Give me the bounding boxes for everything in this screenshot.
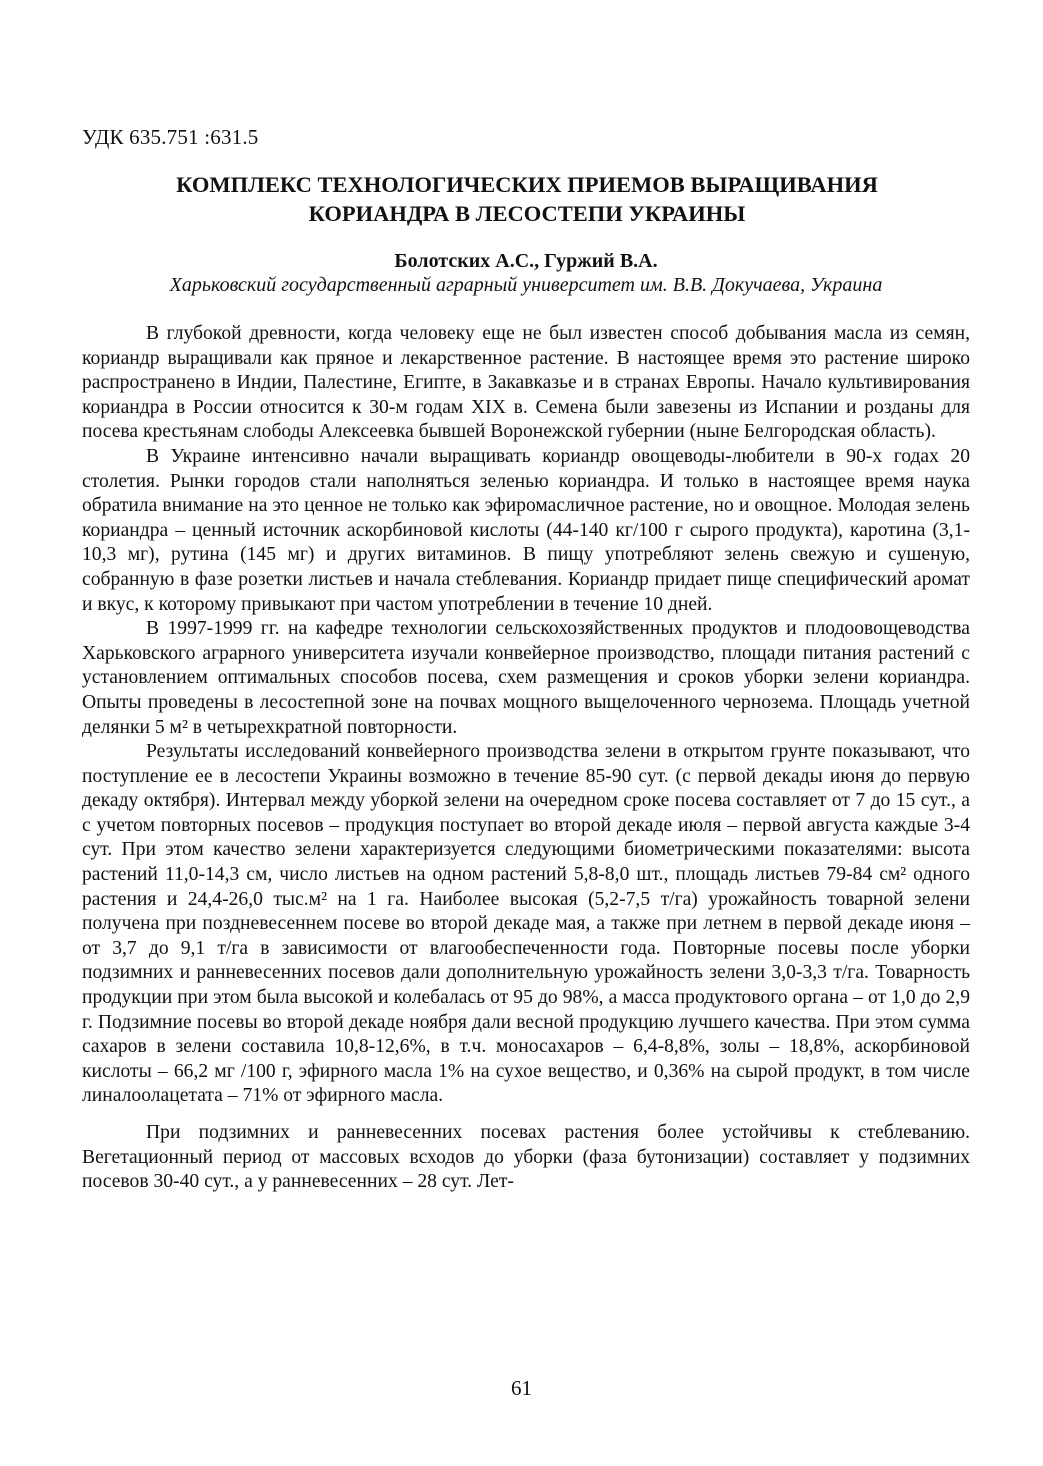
paragraph: При подзимних и ранневесенних посевах растения более устойчивы к стеблеванию. Вегетационный период от массовых всходов до уборки (фаза бутонизации) составляет у подзимних посевов 30-40 сут., а у ранневесенних – 28 сут. Лет- — [82, 1122, 970, 1193]
article-title — [82, 170, 972, 228]
title-line-1: КОМПЛЕКС ТЕХНОЛОГИЧЕСКИХ ПРИЕМОВ ВЫРАЩИВАНИЯ — [176, 172, 878, 197]
affiliation: Харьковский государственный аграрный университет им. В.В. Докучаева, Украина — [169, 274, 883, 296]
paragraph: В глубокой древности, когда человеку еще не был известен способ добывания масла из семян, кориандр выращивали как пряное и лекарственное растение. В настоящее время это растение широко распространено в Индии, Палестине, Египте, в Закавказье и в странах Европы. Начало культивирования кориандра в России относится к 30-м годам XIX в. Семена были завезены из Испании и розданы для посева крестьянам слободы Алексеевка бывшей Воронежской губернии (ныне Белгородская область). — [82, 323, 970, 443]
title-line-2: КОРИАНДРА В ЛЕСОСТЕПИ УКРАИНЫ — [308, 201, 746, 226]
article-body — [82, 322, 970, 1195]
paragraph: В 1997-1999 гг. на кафедре технологии сельскохозяйственных продуктов и плодоовощеводства Харьковского аграрного университета изучали конвейерное производство, площади питания растений с установлением оптимальных способов посева, схем размещения и сроков уборки зелени кориандра. Опыты проведены в лесостепной зоне на почвах мощного выщелоченного чернозема. Площадь учетной делянки 5 м² в четырехкратной повторности. — [82, 618, 970, 738]
paragraph: В Украине интенсивно начали выращивать кориандр овощеводы-любители в 90-х годах 20 столетия. Рынки городов стали наполняться зеленью кориандра. И только в настоящее время наука обратила внимание на это ценное не только как эфиромасличное растение, но и овощное. Молодая зелень кориандра – ценный источник аскорбиновой кислоты (44-140 кг/100 г сырого продукта), каротина (3,1-10,3 мг), рутина (145 мг) и других витаминов. В пищу употребляют зелень свежую и сушеную, собранную в фазе розетки листьев и начала стеблевания. Кориандр придает пище специфический аромат и вкус, к которому привыкают при частом употреблении в течение 10 дней. — [82, 445, 970, 615]
authors: Болотских А.С., Гуржий В.А. — [394, 250, 658, 272]
paragraph: Результаты исследований конвейерного производства зелени в открытом грунте показывают, что поступление ее в лесостепи Украины возможно в течение 85-90 сут. (с первой декады июня до первую декаду октября). Интервал между уборкой зелени на очередном сроке посева составляет от 7 до 15 сут., а с учетом повторных посевов – продукция поступает во второй декаде июля – первой августа каждые 3-4 сут. При этом качество зелени характеризуется следующими биометрическими показателями: высота растений 11,0-14,3 см, число листьев на одном растений 5,8-8,0 шт., площадь листьев 79-84 см² одного растения и 24,4-26,0 тыс.м² на 1 га. Наиболее высокая (5,2-7,5 т/га) урожайность товарной зелени получена при поздневесеннем посеве во второй декаде мая, а также при летнем в первой декаде июня – от 3,7 до 9,1 т/га в зависимости от влагообеспеченности года. Повторные посевы после уборки подзимних и ранневесенних посевов дали дополнительную урожайность зелени 3,0-3,3 т/га. Товарность продукции при этом была высокой и колебалась от 95 до 98%, а масса продуктового органа – от 1,0 до 2,9 г. Подзимние посевы во второй декаде ноября дали весной продукцию лучшего качества. При этом сумма сахаров в зелени составила 10,8-12,6%, в т.ч. моносахаров – 6,4-8,8%, золы – 18,8%, аскорбиновой кислоты – 66,2 мг /100 г, эфирного масла 1% на сухое вещество, и 0,36% на сырой продукт, в том числе линалоолацетата – 71% от эфирного масла. — [82, 741, 970, 1107]
udc-code: УДК 635.751 :631.5 — [82, 125, 259, 149]
page-number: 61 — [511, 1376, 532, 1400]
